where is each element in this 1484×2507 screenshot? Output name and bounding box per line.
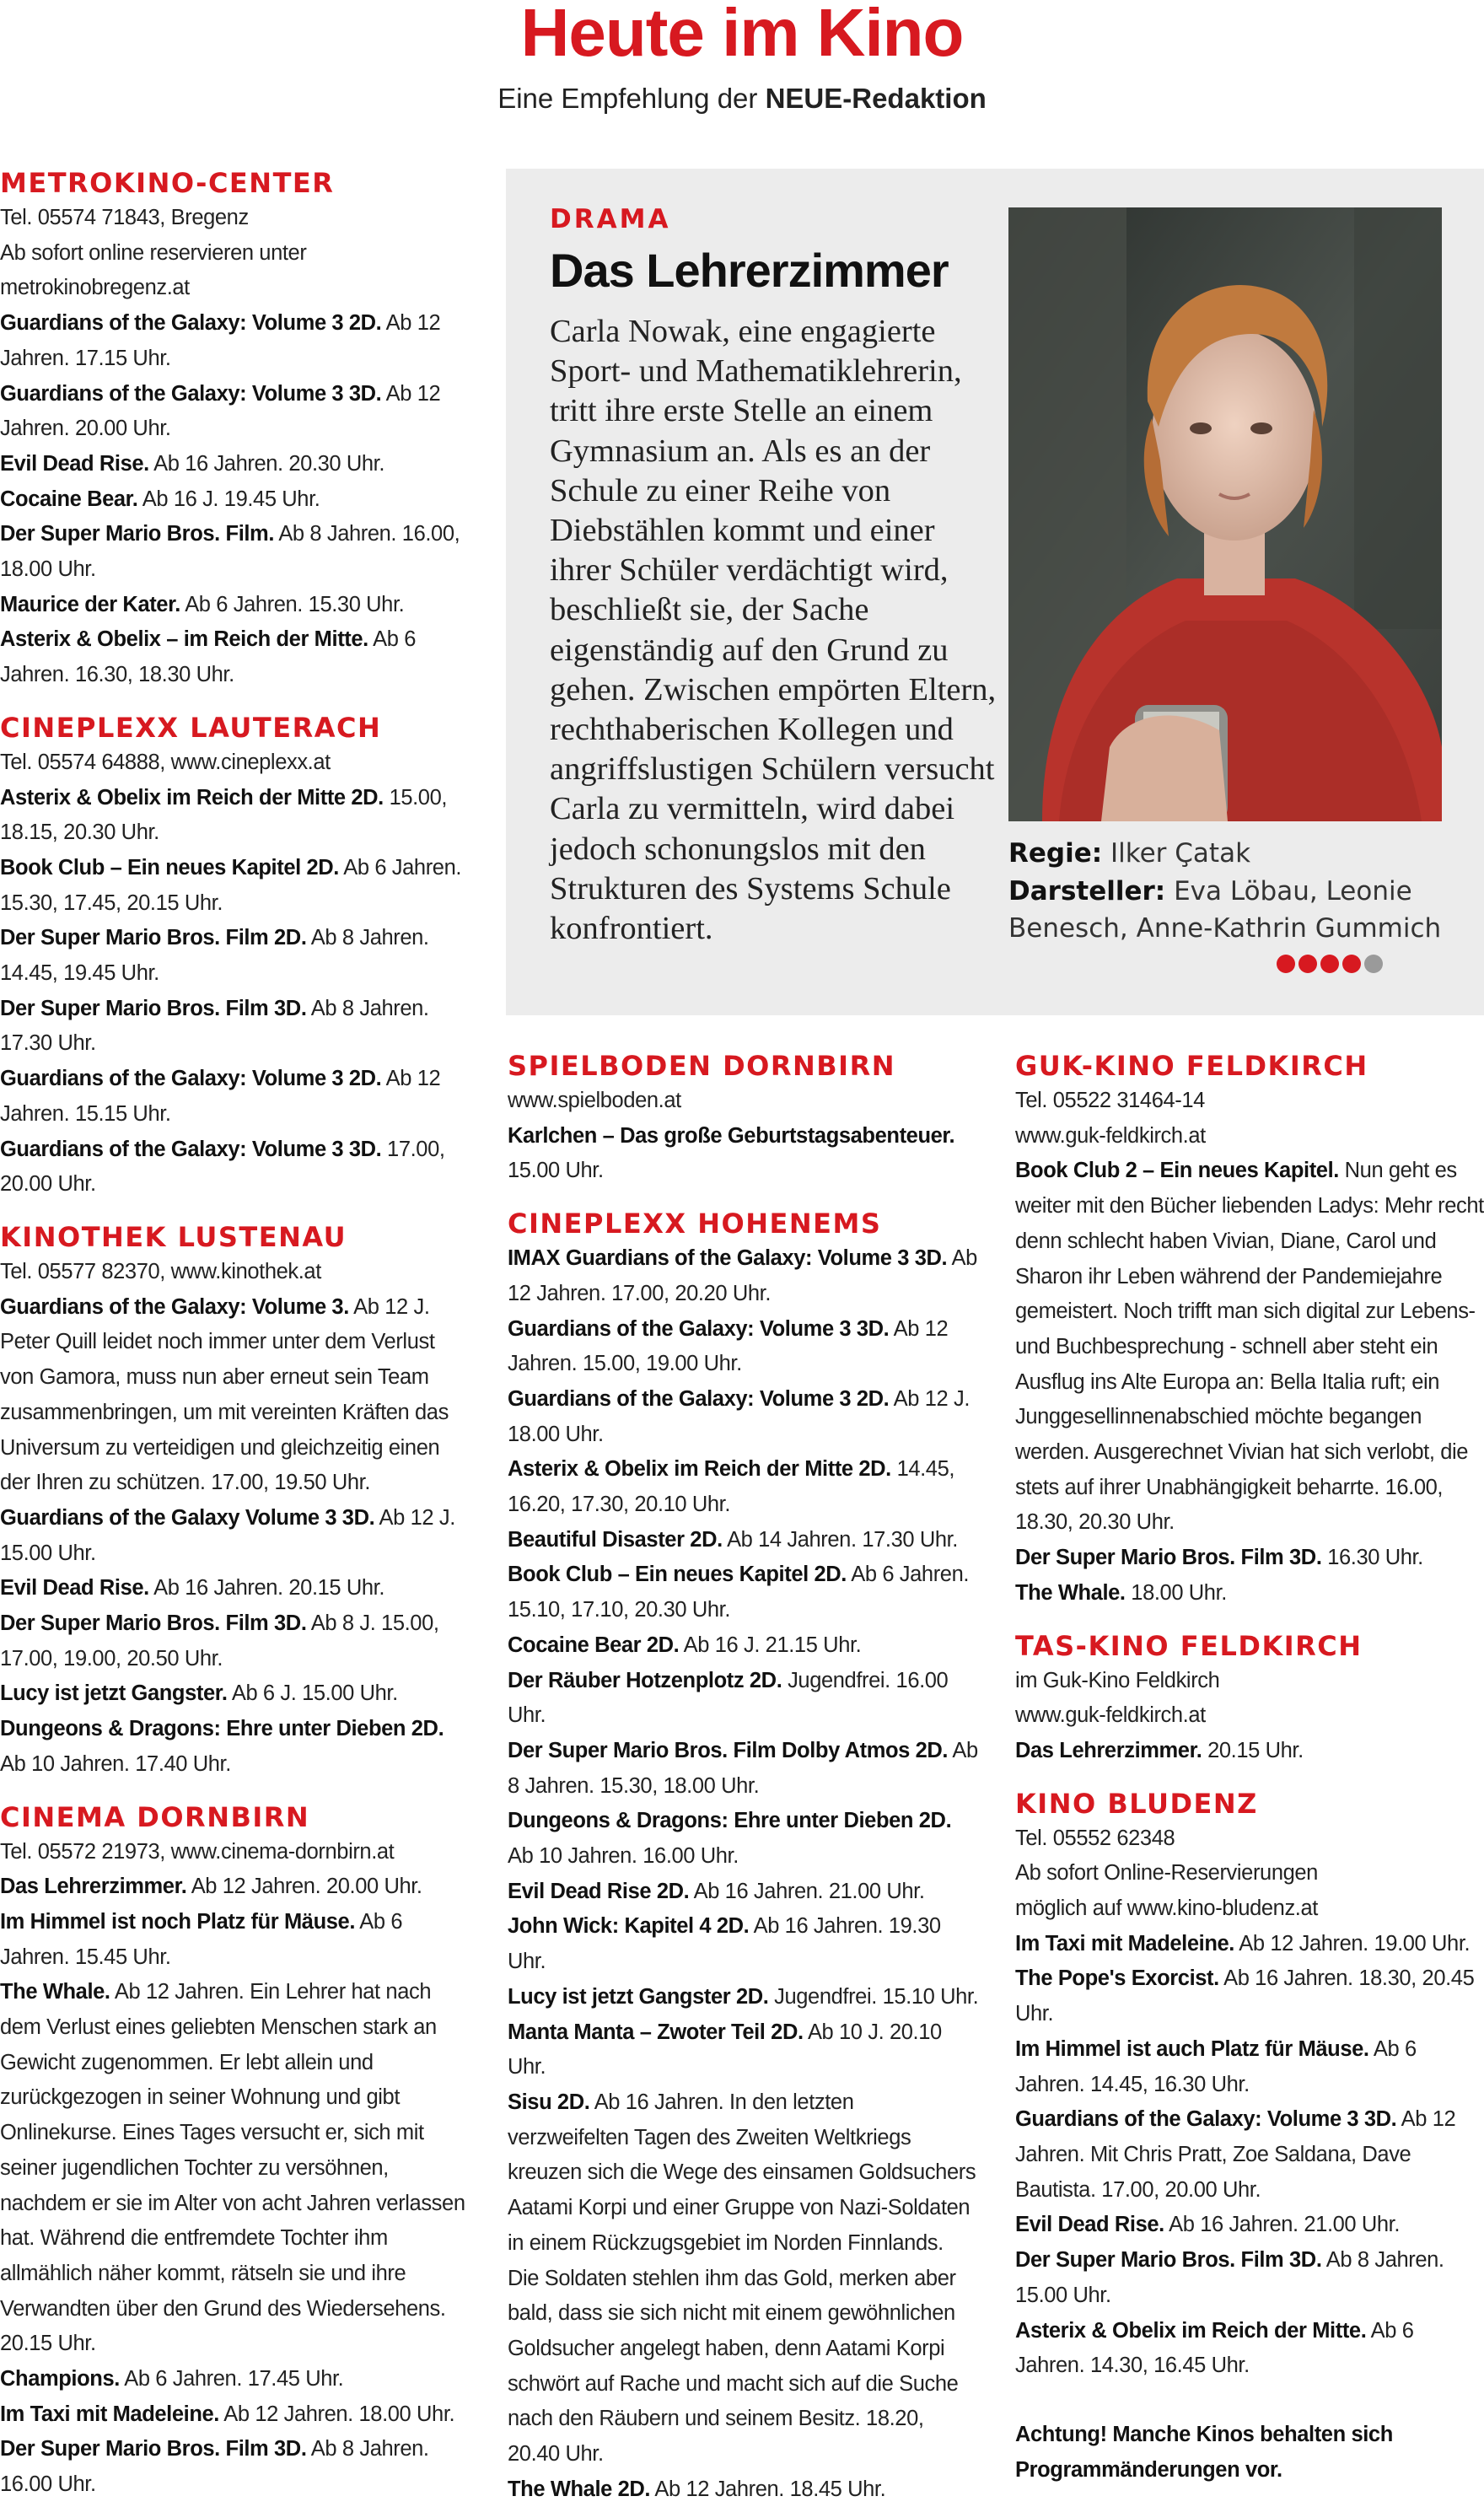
film-title: Der Super Mario Bros. Film 3D.	[0, 1611, 307, 1636]
film-listing	[1015, 1576, 1484, 1611]
film-listing	[508, 1523, 980, 1558]
film-listing	[0, 851, 472, 921]
film-listing	[1015, 1541, 1484, 1576]
film-listing	[0, 781, 472, 851]
film-title: Der Super Mario Bros. Film 3D.	[0, 2437, 307, 2461]
film-info: Ab 10 Jahren. 16.00 Uhr.	[508, 1844, 739, 1869]
film-title: Guardians of the Galaxy: Volume 3 2D.	[508, 1386, 890, 1411]
film-info: 16.30 Uhr.	[1327, 1546, 1423, 1570]
film-info: Ab 12 Jahren. 15.15 Uhr.	[0, 1067, 441, 1126]
film-info: Jugendfrei. 16.00 Uhr.	[508, 1668, 949, 1728]
director-label: Regie:	[1008, 838, 1103, 869]
film-title: Asterix & Obelix im Reich der Mitte 2D.	[0, 785, 384, 810]
film-listing	[1015, 2102, 1484, 2208]
venue-contact: möglich auf www.kino-bludenz.at	[1015, 1896, 1318, 1921]
film-info: Ab 10 J. 20.10 Uhr.	[508, 2020, 942, 2079]
venue-contact: Tel. 05522 31464-14	[1015, 1089, 1205, 1112]
section-gap	[1015, 1769, 1484, 1786]
rating-dot-filled	[1320, 955, 1339, 973]
page-title: Heute im Kino	[520, 0, 964, 70]
film-listing	[0, 1676, 472, 1712]
film-info: Ab 16 Jahren. 19.30 Uhr.	[508, 1914, 941, 1974]
film-title: Guardians of the Galaxy: Volume 3 3D.	[508, 1316, 890, 1341]
film-title: Guardians of the Galaxy: Volume 3 3D.	[0, 1137, 382, 1161]
film-listing	[0, 1501, 472, 1571]
film-info: Ab 6 Jahren. 14.30, 16.45 Uhr.	[1015, 2318, 1414, 2378]
film-listing	[508, 1664, 980, 1734]
listing-column-right	[1015, 1048, 1484, 2488]
film-title: Guardians of the Galaxy: Volume 3 2D.	[0, 1067, 382, 1091]
film-title: IMAX Guardians of the Galaxy: Volume 3 3D.	[508, 1246, 948, 1271]
film-title: Der Super Mario Bros. Film 3D.	[0, 996, 307, 1020]
venue-heading: CINEMA DORNBIRN	[0, 1800, 310, 1833]
film-info: Ab 12 Jahren. 20.00 Uhr.	[0, 381, 441, 441]
cast-label: Darsteller:	[1008, 875, 1166, 907]
feature-credits	[1008, 835, 1447, 948]
film-listing	[508, 2085, 980, 2472]
film-title: The Whale.	[0, 1980, 110, 2004]
section-gap	[1015, 2384, 1484, 2418]
film-listing	[0, 1869, 472, 1905]
film-info: Ab 12 J. 18.00 Uhr.	[508, 1386, 970, 1446]
film-title: Der Super Mario Bros. Film Dolby Atmos 2D.	[508, 1738, 949, 1762]
venue-contact: Tel. 05572 21973, www.cinema-dornbirn.at	[0, 1839, 395, 1864]
film-title: Beautiful Disaster 2D.	[508, 1527, 723, 1552]
film-title: Guardians of the Galaxy: Volume 3 3D.	[1015, 2107, 1397, 2132]
film-info: Ab 6 J. 15.00 Uhr.	[231, 1681, 398, 1706]
director-name: Ilker Çatak	[1110, 838, 1251, 869]
film-info: Ab 12 Jahren. 18.45 Uhr.	[654, 2477, 886, 2501]
film-info: Ab 8 J. 15.00, 17.00, 19.00, 20.50 Uhr.	[0, 1611, 439, 1670]
film-listing	[0, 2397, 472, 2433]
film-listing	[1015, 1734, 1484, 1769]
film-info: Ab 8 Jahren. 16.00 Uhr.	[0, 2437, 429, 2497]
film-title: Lucy ist jetzt Gangster 2D.	[508, 1984, 769, 2009]
film-title: Im Taxi mit Madeleine.	[0, 2402, 219, 2426]
venue-contact: Tel. 05552 62348	[1015, 1826, 1175, 1850]
subtitle-prefix: Eine Empfehlung der	[497, 83, 766, 114]
venue-heading: CINEPLEXX LAUTERACH	[0, 711, 382, 744]
film-info: Ab 12 Jahren. Ein Lehrer hat nach dem Verlust eines geliebten Menschen stark an Gewicht zugenommen. Er lebt allein und zurückgezogen in seiner Wohnung und gibt Onlinekurse. Eines Tages versucht er, sich mit seiner jugendlichen Tochter zu versöhnen, nachdem er sie im Alter von acht Jahren verlassen hat. Während die entfremdete Tochter ihm allmählich näher kommt, rätseln sie und ihre Verwandten über den Grund des Wiedersehens. 20.15 Uhr.	[0, 1980, 465, 2356]
film-info: Ab 12 J. 15.00 Uhr.	[0, 1505, 455, 1565]
rating-dot-filled	[1277, 955, 1295, 973]
film-title: Evil Dead Rise.	[0, 451, 149, 476]
film-info: Ab 16 J. 19.45 Uhr.	[142, 487, 320, 511]
film-info: Ab 12 Jahren. 19.00 Uhr.	[1239, 1931, 1471, 1956]
film-title: Book Club – Ein neues Kapitel 2D.	[508, 1563, 847, 1587]
rating-dot-filled	[1298, 955, 1317, 973]
film-title: Maurice der Kater.	[0, 592, 180, 616]
film-info: Ab 16 J. 21.15 Uhr.	[683, 1633, 862, 1657]
film-info: Ab 16 Jahren. 21.00 Uhr.	[693, 1879, 925, 1903]
film-listing	[508, 1909, 980, 1979]
film-listing	[508, 1452, 980, 1522]
film-listing	[0, 306, 472, 376]
venue-contact: metrokinobregenz.at	[0, 276, 190, 300]
venue-heading: GUK-KINO FELDKIRCH	[1015, 1050, 1368, 1082]
section-gap	[0, 1783, 472, 1800]
film-listing	[1015, 2243, 1484, 2313]
venue-heading: KINO BLUDENZ	[1015, 1787, 1258, 1820]
film-info: Ab 6 Jahren. 15.30 Uhr.	[185, 592, 405, 616]
film-listing	[0, 1062, 472, 1132]
venue-heading: KINOTHEK LUSTENAU	[0, 1220, 347, 1253]
feature-genre: DRAMA	[550, 204, 671, 234]
page-subtitle	[0, 81, 1484, 116]
film-title: Guardians of the Galaxy Volume 3 3D.	[0, 1505, 375, 1530]
section-gap	[1015, 1611, 1484, 1628]
film-listing	[0, 921, 472, 991]
film-info: Ab 8 Jahren. 15.30, 18.00 Uhr.	[508, 1738, 978, 1798]
venue-contact: Tel. 05574 64888, www.cineplexx.at	[0, 750, 331, 774]
film-info: Ab 6 Jahren. 15.10, 17.10, 20.30 Uhr.	[508, 1563, 970, 1622]
film-listing	[508, 1382, 980, 1452]
film-listing	[508, 1241, 980, 1311]
film-still-photo	[1008, 207, 1442, 821]
film-title: Evil Dead Rise.	[0, 1576, 149, 1600]
venue-heading: METROKINO-CENTER	[0, 167, 335, 199]
film-info: Ab 6 Jahren. 17.45 Uhr.	[124, 2367, 344, 2391]
film-title: Im Himmel ist auch Platz für Mäuse.	[1015, 2036, 1369, 2061]
film-listing	[0, 517, 472, 587]
venue-contact: Tel. 05577 82370, www.kinothek.at	[0, 1259, 321, 1283]
film-title: Der Super Mario Bros. Film 3D.	[1015, 1546, 1322, 1570]
film-listing	[508, 1312, 980, 1382]
film-title: Guardians of the Galaxy: Volume 3 2D.	[0, 311, 382, 336]
film-title: Cocaine Bear 2D.	[508, 1633, 680, 1657]
listing-column-middle	[508, 1048, 980, 2507]
venue-contact: www.guk-feldkirch.at	[1015, 1703, 1206, 1728]
film-info: 15.00, 18.15, 20.30 Uhr.	[0, 785, 448, 845]
film-info: 14.45, 16.20, 17.30, 20.10 Uhr.	[508, 1457, 955, 1517]
feature-box	[506, 169, 1484, 1015]
film-listing	[508, 2472, 980, 2507]
film-title: Der Super Mario Bros. Film.	[0, 522, 275, 546]
film-listing	[0, 992, 472, 1062]
film-info: Ab 12 J. Peter Quill leidet noch immer unter dem Verlust von Gamora, muss nun aber erneut sein Team zusammenbringen, um mit vereinten Kräften das Universum zu verteidigen und gleichzeitig einen der Ihren zu schützen. 17.00, 19.50 Uhr.	[0, 1294, 449, 1495]
film-listing	[1015, 1927, 1484, 1962]
rating-dot-filled	[1342, 955, 1361, 973]
feature-title: Das Lehrerzimmer	[550, 244, 949, 297]
film-listing	[0, 2432, 472, 2502]
film-info: Ab 12 Jahren. 18.00 Uhr.	[223, 2402, 455, 2426]
film-listing	[1015, 1961, 1484, 2031]
film-title: Guardians of the Galaxy: Volume 3.	[0, 1294, 349, 1319]
film-listing	[508, 1804, 980, 1874]
cast-names: Eva Löbau, Leonie Benesch, Anne-Kathrin Gummich	[1008, 875, 1442, 944]
film-info: 20.15 Uhr.	[1207, 1738, 1304, 1762]
film-title: Der Räuber Hotzenplotz 2D.	[508, 1668, 782, 1692]
venue-contact: www.spielboden.at	[508, 1089, 681, 1112]
film-listing	[0, 622, 472, 692]
venue-heading: SPIELBODEN DORNBIRN	[508, 1050, 895, 1082]
film-listing	[0, 2362, 472, 2397]
film-title: Lucy ist jetzt Gangster.	[0, 1681, 228, 1706]
rating-dots	[1277, 955, 1386, 973]
film-title: Der Super Mario Bros. Film 2D.	[0, 926, 307, 950]
film-listing	[508, 1628, 980, 1664]
film-title: The Whale 2D.	[508, 2477, 651, 2501]
film-title: Dungeons & Dragons: Ehre unter Dieben 2D.	[508, 1809, 952, 1833]
film-title: The Whale.	[1015, 1580, 1126, 1605]
film-info: Ab 8 Jahren. 15.00 Uhr.	[1015, 2248, 1444, 2307]
section-gap	[0, 693, 472, 710]
film-listing	[1015, 2208, 1484, 2243]
film-title: Manta Manta – Zwoter Teil 2D.	[508, 2020, 804, 2044]
film-title: Evil Dead Rise.	[1015, 2213, 1164, 2237]
film-listing	[0, 1290, 472, 1501]
film-title: Der Super Mario Bros. Film 3D.	[1015, 2248, 1322, 2273]
film-title: Im Taxi mit Madeleine.	[1015, 1931, 1234, 1956]
film-listing	[0, 588, 472, 623]
film-listing	[508, 1557, 980, 1627]
film-listing	[508, 1119, 980, 1189]
film-info: Ab 6 Jahren. 15.45 Uhr.	[0, 1909, 403, 1969]
venue-contact: Ab sofort online reservieren unter	[0, 240, 307, 265]
feature-text: Carla Nowak, eine engagierte Sport- und Mathematiklehrerin, tritt ihre erste Stelle an einem Gymnasium an. Als es an der Schule zu einer Reihe von Diebstählen kommt und einer ihrer Schüler verdächtigt wird, beschließt sie, der Sache eigenständig auf den Grund zu gehen. Zwischen empörten Eltern, rechthaberischen Kollegen und angriffslustigen Schülern versucht Carla zu vermitteln, wird dabei jedoch schonungslos mit den Strukturen des Systems Schule konfrontiert.	[550, 314, 997, 947]
film-title: Sisu 2D.	[508, 2090, 590, 2114]
film-info: Jugendfrei. 15.10 Uhr.	[774, 1984, 979, 2009]
film-listing	[508, 2015, 980, 2085]
section-gap	[0, 1202, 472, 1219]
film-info: Ab 10 Jahren. 17.40 Uhr.	[0, 1751, 231, 1776]
film-listing	[508, 1734, 980, 1804]
film-title: Asterix & Obelix – im Reich der Mitte.	[0, 627, 368, 652]
venue-contact: www.guk-feldkirch.at	[1015, 1123, 1206, 1148]
film-listing	[508, 1875, 980, 1910]
masthead	[0, 0, 1484, 126]
film-title: Das Lehrerzimmer.	[1015, 1738, 1202, 1762]
film-info: Ab 8 Jahren. 16.00, 18.00 Uhr.	[0, 522, 460, 582]
film-title: Asterix & Obelix im Reich der Mitte 2D.	[508, 1457, 891, 1482]
film-listing	[0, 1571, 472, 1606]
film-listing	[0, 1905, 472, 1975]
film-listing	[1015, 2032, 1484, 2102]
program-notice	[1015, 2418, 1484, 2488]
film-title: Das Lehrerzimmer.	[0, 1875, 187, 1899]
film-listing	[0, 377, 472, 447]
film-listing	[0, 1132, 472, 1202]
film-listing	[0, 1606, 472, 1676]
film-listing	[0, 1975, 472, 2362]
film-info: 18.00 Uhr.	[1131, 1580, 1227, 1605]
venue-heading: TAS-KINO FELDKIRCH	[1015, 1629, 1363, 1662]
rating-dot-empty	[1364, 955, 1383, 973]
film-title: Guardians of the Galaxy: Volume 3 3D.	[0, 381, 382, 406]
director-line	[1008, 835, 1447, 873]
film-info: Ab 16 Jahren. 18.30, 20.45 Uhr.	[1015, 1966, 1475, 2026]
venue-heading: CINEPLEXX HOHENEMS	[508, 1208, 882, 1240]
venue-contact: im Guk-Kino Feldkirch	[1015, 1668, 1220, 1692]
film-info: Ab 16 Jahren. In den letzten verzweifelten Tagen des Zweiten Weltkriegs kreuzen sich die Wege des einsamen Goldsuchers Aatami Korpi und einer Gruppe von Nazi-Soldaten in einem Rückzugsgebiet im Norden Finnlands. Die Soldaten stehlen ihm das Gold, merken aber bald, dass sie sich nicht mit einem gewöhnlichen Goldsucher angelegt haben, denn Aatami Korpi schwört auf Rache und macht sich auf die Suche nach den Räubern und seinem Besitz. 18.20, 20.40 Uhr.	[508, 2090, 976, 2467]
film-title: Im Himmel ist noch Platz für Mäuse.	[0, 1909, 356, 1934]
film-listing	[0, 1712, 472, 1782]
film-info: Nun geht es weiter mit den Bücher liebenden Ladys: Mehr recht denn schlecht haben Vivian, Diane, Carol und Sharon ihr Leben während der Pandemiejahre gemeistert. Noch trifft man sich digital zur Lebens- und Buchbesprechung - schnell aber steht ein Ausflug ins Alte Europa an: Bella Italia ruft; ein Junggesellinnenabschied möchte begangen werden. Ausgerechnet Vivian hat sich verlobt, die stets auf ihrer Unabhängigkeit beharrte. 16.00, 18.30, 20.30 Uhr.	[1015, 1159, 1484, 1535]
film-info: 15.00 Uhr.	[508, 1159, 604, 1183]
film-info: Ab 12 Jahren. 20.00 Uhr.	[191, 1875, 422, 1899]
film-info: Ab 6 Jahren. 16.30, 18.30 Uhr.	[0, 627, 416, 687]
film-info: Ab 16 Jahren. 20.30 Uhr.	[153, 451, 385, 476]
film-title: Karlchen – Das große Geburtstagsabenteuer.	[508, 1123, 955, 1148]
film-info: Ab 16 Jahren. 21.00 Uhr.	[1169, 2213, 1401, 2237]
cast-line	[1008, 873, 1447, 948]
film-listing	[1015, 2314, 1484, 2384]
film-info: Ab 6 Jahren. 15.30, 17.45, 20.15 Uhr.	[0, 855, 462, 915]
film-still-illustration	[1008, 207, 1442, 821]
notice-text: Achtung! Manche Kinos behalten sich Programmänderungen vor.	[1015, 2422, 1393, 2482]
film-title: Cocaine Bear.	[0, 487, 138, 511]
film-title: Book Club – Ein neues Kapitel 2D.	[0, 855, 339, 880]
film-info: Ab 12 Jahren. 17.15 Uhr.	[0, 311, 441, 370]
film-info: 17.00, 20.00 Uhr.	[0, 1137, 445, 1197]
film-info: Ab 16 Jahren. 20.15 Uhr.	[153, 1576, 385, 1600]
listing-column-left	[0, 165, 472, 2503]
film-listing	[0, 482, 472, 518]
venue-contact: Tel. 05574 71843, Bregenz	[0, 206, 249, 229]
film-info: Ab 12 Jahren. 17.00, 20.20 Uhr.	[508, 1246, 977, 1305]
film-info: Ab 8 Jahren. 17.30 Uhr.	[0, 996, 429, 1056]
film-title: The Pope's Exorcist.	[1015, 1966, 1219, 1991]
section-gap	[508, 1189, 980, 1206]
film-info: Ab 8 Jahren. 14.45, 19.45 Uhr.	[0, 926, 429, 986]
film-listing	[0, 447, 472, 482]
film-title: Champions.	[0, 2367, 120, 2391]
film-info: Ab 12 Jahren. Mit Chris Pratt, Zoe Saldana, Dave Bautista. 17.00, 20.00 Uhr.	[1015, 2107, 1456, 2202]
film-info: Ab 6 Jahren. 14.45, 16.30 Uhr.	[1015, 2036, 1417, 2096]
film-title: Asterix & Obelix im Reich der Mitte.	[1015, 2318, 1367, 2343]
film-title: Evil Dead Rise 2D.	[508, 1879, 690, 1903]
film-title: John Wick: Kapitel 4 2D.	[508, 1914, 750, 1939]
film-title: Book Club 2 – Ein neues Kapitel.	[1015, 1159, 1339, 1183]
film-title: Dungeons & Dragons: Ehre unter Dieben 2D.	[0, 1717, 444, 1741]
film-listing	[508, 1980, 980, 2015]
film-info: Ab 12 Jahren. 15.00, 19.00 Uhr.	[508, 1316, 949, 1376]
venue-contact: Ab sofort Online-Reservierungen	[1015, 1861, 1318, 1886]
subtitle-bold: NEUE-Redaktion	[765, 83, 987, 114]
film-info: Ab 14 Jahren. 17.30 Uhr.	[727, 1527, 958, 1552]
film-listing	[1015, 1154, 1484, 1541]
